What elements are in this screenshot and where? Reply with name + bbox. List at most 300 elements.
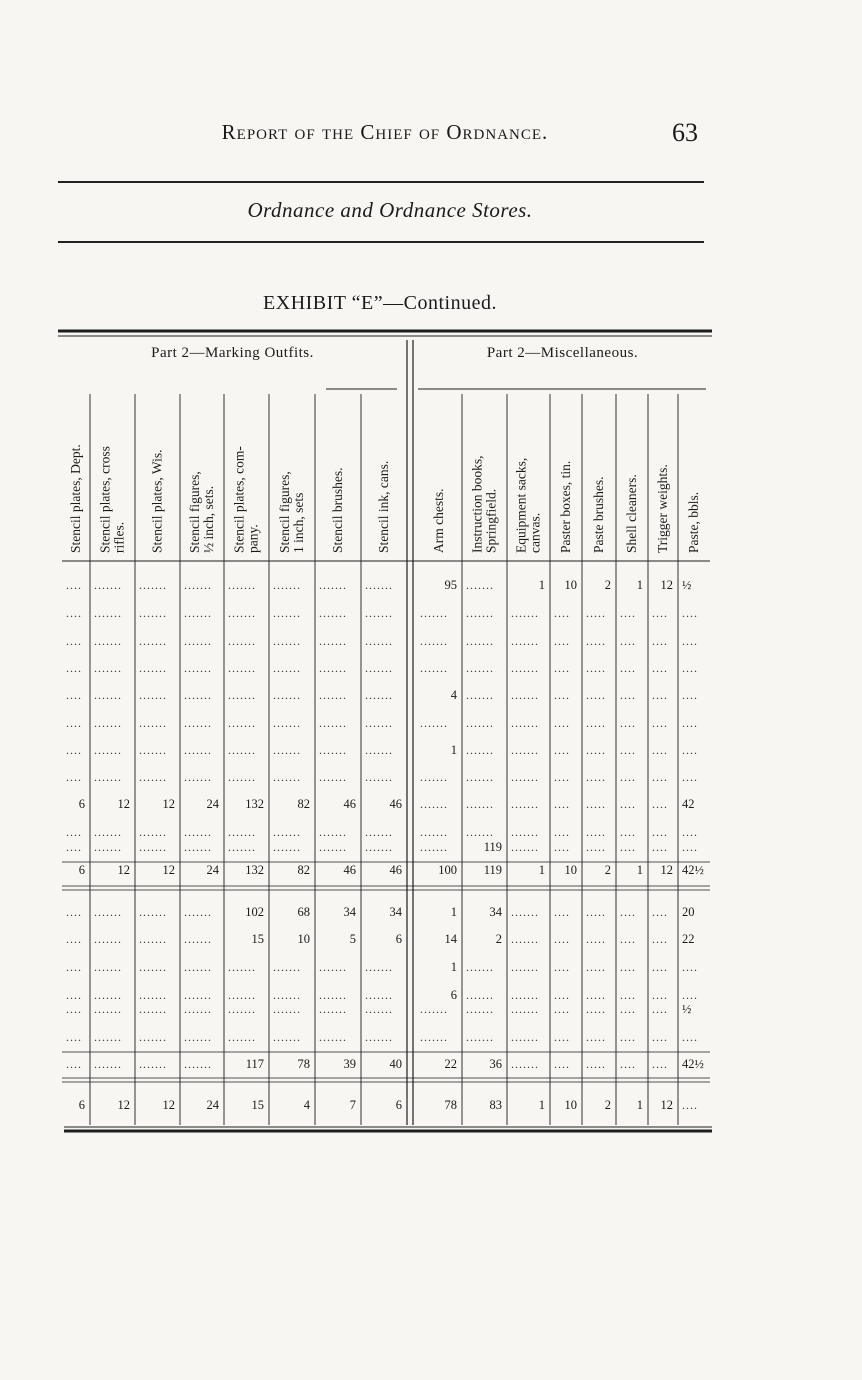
leader-dots: .... [66, 743, 82, 757]
leader-dots: ....... [365, 1030, 393, 1044]
column-header: Stencil plates, Dept. [68, 444, 83, 553]
leader-dots: .... [554, 932, 570, 946]
leader-dots: ....... [511, 770, 539, 784]
leader-dots: ....... [319, 825, 347, 839]
leader-dots: ....... [273, 988, 301, 1002]
leader-dots: ....... [466, 688, 494, 702]
leader-dots: .... [620, 770, 636, 784]
leader-dots: ....... [466, 825, 494, 839]
column-header: Stencil ink, cans. [376, 460, 391, 553]
leader-dots: ....... [319, 1002, 347, 1016]
leader-dots: .... [652, 688, 668, 702]
table-cell: 2 [604, 863, 611, 877]
leader-dots: ....... [511, 606, 539, 620]
leader-dots: ....... [365, 988, 393, 1002]
leader-dots: ....... [466, 1002, 494, 1016]
leader-dots: .... [620, 634, 636, 648]
leader-dots: ....... [511, 960, 539, 974]
leader-dots: ..... [586, 797, 606, 811]
leader-dots: .... [652, 716, 668, 730]
leader-dots: .... [682, 960, 698, 974]
leader-dots: ....... [184, 578, 212, 592]
leader-dots: .... [682, 840, 698, 854]
column-header: Springfield. [483, 488, 499, 553]
column-header: pany. [245, 524, 261, 553]
leader-dots: .... [554, 634, 570, 648]
leader-dots: .... [652, 797, 668, 811]
leader-dots: .... [682, 743, 698, 757]
table-cell: 42½ [682, 863, 704, 877]
leader-dots: .... [554, 797, 570, 811]
leader-dots: ....... [466, 606, 494, 620]
leader-dots: .... [682, 661, 698, 675]
column-header: canvas. [527, 512, 543, 553]
leader-dots: ....... [228, 606, 256, 620]
column-header: Trigger weights. [655, 464, 670, 553]
leader-dots: ..... [586, 905, 606, 919]
leader-dots: ....... [94, 634, 122, 648]
leader-dots: ....... [139, 960, 167, 974]
table-cell: 15 [251, 1098, 264, 1112]
leader-dots: .... [66, 825, 82, 839]
leader-dots: ....... [139, 825, 167, 839]
column-header: Paste brushes. [591, 476, 606, 553]
table-cell: 4 [450, 688, 457, 702]
leader-dots: ....... [184, 825, 212, 839]
table-cell: 117 [245, 1057, 264, 1071]
leader-dots: ..... [586, 661, 606, 675]
leader-dots: ....... [273, 716, 301, 730]
leader-dots: ....... [319, 716, 347, 730]
column-header: Paster boxes, tin. [558, 460, 573, 553]
leader-dots: ....... [466, 661, 494, 675]
leader-dots: .... [66, 578, 82, 592]
leader-dots: ....... [365, 578, 393, 592]
leader-dots: ....... [511, 1030, 539, 1044]
table-cell: 1 [538, 578, 545, 592]
leader-dots: ....... [139, 1030, 167, 1044]
table-cell: 12 [117, 797, 130, 811]
table-cell: 1 [636, 863, 643, 877]
leader-dots: ....... [139, 770, 167, 784]
leader-dots: ....... [319, 578, 347, 592]
table-cell: 15 [251, 932, 264, 946]
leader-dots: ....... [420, 606, 448, 620]
leader-dots: ....... [228, 960, 256, 974]
column-header: Paste, bbls. [686, 491, 701, 553]
leader-dots: ....... [273, 840, 301, 854]
table-cell: 1 [636, 1098, 643, 1112]
leader-dots: ..... [586, 840, 606, 854]
leader-dots: ....... [273, 634, 301, 648]
column-header: Stencil plates, Wis. [149, 449, 165, 553]
leader-dots: ....... [511, 716, 539, 730]
leader-dots: ....... [228, 661, 256, 675]
leader-dots: .... [682, 634, 698, 648]
leader-dots: .... [620, 840, 636, 854]
leader-dots: .... [554, 905, 570, 919]
leader-dots: ....... [420, 716, 448, 730]
leader-dots: ....... [273, 743, 301, 757]
leader-dots: .... [682, 1098, 698, 1112]
leader-dots: .... [652, 825, 668, 839]
leader-dots: ....... [319, 606, 347, 620]
leader-dots: .... [66, 688, 82, 702]
leader-dots: ....... [228, 578, 256, 592]
leader-dots: .... [66, 770, 82, 784]
leader-dots: .... [620, 825, 636, 839]
leader-dots: ....... [420, 1002, 448, 1016]
leader-dots: .... [652, 1002, 668, 1016]
leader-dots: .... [652, 606, 668, 620]
table-cell: 22 [682, 932, 695, 946]
leader-dots: ....... [228, 743, 256, 757]
leader-dots: .... [66, 840, 82, 854]
leader-dots: ....... [365, 634, 393, 648]
table-cell: 12 [117, 863, 130, 877]
leader-dots: ....... [94, 988, 122, 1002]
table-cell: 132 [245, 797, 264, 811]
leader-dots: ....... [466, 797, 494, 811]
leader-dots: ....... [319, 634, 347, 648]
leader-dots: .... [554, 825, 570, 839]
leader-dots: ....... [511, 932, 539, 946]
leader-dots: ....... [94, 905, 122, 919]
table-cell: 40 [389, 1057, 402, 1071]
leader-dots: .... [620, 1002, 636, 1016]
column-header: Arm chests. [431, 488, 446, 553]
leader-dots: ....... [466, 578, 494, 592]
leader-dots: ....... [466, 770, 494, 784]
leader-dots: .... [620, 606, 636, 620]
leader-dots: .... [620, 932, 636, 946]
table-cell: 24 [206, 1098, 219, 1112]
leader-dots: ....... [420, 634, 448, 648]
leader-dots: ....... [365, 743, 393, 757]
table-cell: 36 [489, 1057, 502, 1071]
table-cell: 12 [162, 1098, 175, 1112]
leader-dots: .... [66, 606, 82, 620]
leader-dots: ..... [586, 1057, 606, 1071]
leader-dots: ....... [94, 578, 122, 592]
leader-dots: .... [682, 770, 698, 784]
leader-dots: ....... [228, 770, 256, 784]
leader-dots: ....... [420, 797, 448, 811]
leader-dots: .... [554, 770, 570, 784]
table-cell: 1 [450, 960, 457, 974]
leader-dots: ....... [273, 661, 301, 675]
table-cell: 34 [343, 905, 356, 919]
column-header: Shell cleaners. [624, 474, 639, 553]
leader-dots: .... [554, 716, 570, 730]
table-cell: 119 [483, 863, 502, 877]
leader-dots: .... [682, 825, 698, 839]
page-number: 63 [672, 118, 698, 147]
table-cell: 10 [297, 932, 310, 946]
leader-dots: ....... [94, 1030, 122, 1044]
column-header: rifles. [111, 521, 127, 553]
leader-dots: ....... [466, 716, 494, 730]
leader-dots: ....... [139, 743, 167, 757]
leader-dots: ....... [511, 905, 539, 919]
column-header: ½ inch, sets. [201, 485, 216, 553]
leader-dots: .... [554, 1030, 570, 1044]
column-header: Stencil plates, cross [97, 446, 113, 553]
leader-dots: ..... [586, 743, 606, 757]
leader-dots: ....... [420, 770, 448, 784]
leader-dots: ....... [228, 988, 256, 1002]
table-cell: 95 [444, 578, 457, 592]
leader-dots: .... [554, 606, 570, 620]
leader-dots: ....... [365, 661, 393, 675]
leader-dots: ....... [420, 661, 448, 675]
leader-dots: .... [66, 661, 82, 675]
table-cell: 119 [483, 840, 502, 854]
table-cell: 10 [564, 1098, 577, 1112]
leader-dots: ....... [511, 825, 539, 839]
table-cell: 46 [389, 863, 402, 877]
table-cell: 34 [489, 905, 502, 919]
part-heading-marking-outfits: Part 2—Marking Outfits. [151, 345, 314, 361]
leader-dots: ....... [511, 661, 539, 675]
leader-dots: ....... [365, 716, 393, 730]
leader-dots: .... [620, 688, 636, 702]
leader-dots: .... [620, 1030, 636, 1044]
table-cell: ½ [682, 1002, 692, 1016]
leader-dots: .... [620, 960, 636, 974]
table-cell: 78 [444, 1098, 457, 1112]
leader-dots: ....... [228, 1030, 256, 1044]
leader-dots: ....... [94, 770, 122, 784]
leader-dots: ....... [511, 1002, 539, 1016]
leader-dots: .... [620, 1057, 636, 1071]
leader-dots: ....... [365, 825, 393, 839]
leader-dots: ..... [586, 634, 606, 648]
leader-dots: ....... [319, 661, 347, 675]
leader-dots: ....... [511, 988, 539, 1002]
leader-dots: ....... [511, 797, 539, 811]
exhibit-title: EXHIBIT “E”—Continued. [263, 292, 497, 314]
leader-dots: ....... [184, 770, 212, 784]
leader-dots: ....... [319, 960, 347, 974]
leader-dots: ....... [420, 1030, 448, 1044]
leader-dots: .... [66, 716, 82, 730]
leader-dots: .... [66, 1002, 82, 1016]
leader-dots: .... [652, 770, 668, 784]
leader-dots: .... [554, 688, 570, 702]
leader-dots: ....... [228, 634, 256, 648]
table-cell: 20 [682, 905, 695, 919]
leader-dots: ....... [365, 770, 393, 784]
leader-dots: ....... [365, 1002, 393, 1016]
leader-dots: ....... [228, 716, 256, 730]
table-cell: 6 [78, 863, 85, 877]
leader-dots: .... [652, 905, 668, 919]
leader-dots: ....... [319, 840, 347, 854]
leader-dots: ..... [586, 1030, 606, 1044]
table-cell: 10 [564, 578, 577, 592]
leader-dots: ....... [184, 932, 212, 946]
table-cell: 6 [78, 1098, 85, 1112]
leader-dots: ....... [273, 825, 301, 839]
column-header: Equipment sacks, [513, 457, 529, 553]
leader-dots: .... [66, 960, 82, 974]
leader-dots: ....... [139, 932, 167, 946]
leader-dots: .... [620, 905, 636, 919]
leader-dots: ....... [511, 840, 539, 854]
table-cell: 7 [349, 1098, 356, 1112]
leader-dots: ....... [228, 1002, 256, 1016]
table-cell: 46 [389, 797, 402, 811]
leader-dots: ....... [365, 960, 393, 974]
table-cell: 1 [636, 578, 643, 592]
table-cell: 6 [78, 797, 85, 811]
table-cell: 82 [297, 863, 310, 877]
leader-dots: .... [682, 688, 698, 702]
table-cell: 22 [444, 1057, 457, 1071]
leader-dots: .... [554, 988, 570, 1002]
leader-dots: ....... [511, 743, 539, 757]
leader-dots: ....... [365, 688, 393, 702]
leader-dots: ....... [139, 840, 167, 854]
leader-dots: ..... [586, 988, 606, 1002]
table-cell: 1 [450, 743, 457, 757]
leader-dots: ....... [319, 988, 347, 1002]
leader-dots: ....... [139, 1057, 167, 1071]
leader-dots: ..... [586, 932, 606, 946]
leader-dots: ....... [139, 905, 167, 919]
leader-dots: .... [682, 606, 698, 620]
leader-dots: .... [554, 1057, 570, 1071]
table-cell: 132 [245, 863, 264, 877]
leader-dots: ..... [586, 1002, 606, 1016]
leader-dots: ....... [139, 661, 167, 675]
table-cell: 1 [538, 863, 545, 877]
table-cell: 46 [343, 863, 356, 877]
table-cell: 2 [604, 1098, 611, 1112]
leader-dots: ....... [94, 1002, 122, 1016]
leader-dots: ....... [94, 1057, 122, 1071]
leader-dots: ....... [273, 606, 301, 620]
leader-dots: ....... [228, 840, 256, 854]
leader-dots: ....... [94, 960, 122, 974]
leader-dots: .... [620, 716, 636, 730]
leader-dots: .... [66, 634, 82, 648]
leader-dots: ....... [466, 634, 494, 648]
leader-dots: .... [620, 661, 636, 675]
leader-dots: ....... [273, 770, 301, 784]
table-cell: 5 [349, 932, 356, 946]
leader-dots: ....... [184, 688, 212, 702]
leader-dots: .... [652, 960, 668, 974]
table-cell: 42 [682, 797, 695, 811]
table-cell: 12 [117, 1098, 130, 1112]
leader-dots: .... [554, 661, 570, 675]
leader-dots: ....... [94, 606, 122, 620]
leader-dots: ..... [586, 606, 606, 620]
column-header: Stencil figures, [277, 471, 292, 553]
table-cell: 2 [495, 932, 502, 946]
leader-dots: ....... [420, 825, 448, 839]
leader-dots: ....... [273, 960, 301, 974]
leader-dots: .... [652, 634, 668, 648]
section-title: Ordnance and Ordnance Stores. [247, 198, 533, 222]
leader-dots: ..... [586, 770, 606, 784]
leader-dots: ....... [273, 578, 301, 592]
table-cell: 12 [660, 863, 673, 877]
leader-dots: ....... [94, 932, 122, 946]
leader-dots: ....... [94, 661, 122, 675]
column-header: 1 inch, sets [291, 492, 306, 553]
table-cell: 82 [297, 797, 310, 811]
table-cell: ½ [682, 578, 692, 592]
leader-dots: ....... [139, 1002, 167, 1016]
table-cell: 12 [162, 797, 175, 811]
table-cell: 42½ [682, 1057, 704, 1071]
leader-dots: ....... [184, 988, 212, 1002]
table-cell: 46 [343, 797, 356, 811]
leader-dots: ....... [511, 688, 539, 702]
column-header: Stencil brushes. [330, 467, 345, 553]
leader-dots: .... [682, 1030, 698, 1044]
leader-dots: .... [620, 988, 636, 1002]
leader-dots: .... [66, 1030, 82, 1044]
leader-dots: .... [66, 932, 82, 946]
table-cell: 12 [162, 863, 175, 877]
leader-dots: ....... [365, 606, 393, 620]
leader-dots: ....... [365, 840, 393, 854]
table-cell: 34 [389, 905, 402, 919]
leader-dots: .... [682, 716, 698, 730]
leader-dots: ..... [586, 960, 606, 974]
leader-dots: ....... [184, 743, 212, 757]
table-cell: 12 [660, 1098, 673, 1112]
leader-dots: ....... [94, 840, 122, 854]
running-head: Report of the Chief of Ordnance. [221, 120, 549, 144]
leader-dots: ....... [319, 770, 347, 784]
leader-dots: .... [652, 743, 668, 757]
leader-dots: ....... [319, 688, 347, 702]
leader-dots: ....... [319, 743, 347, 757]
leader-dots: .... [554, 840, 570, 854]
leader-dots: ....... [139, 578, 167, 592]
leader-dots: ....... [511, 1057, 539, 1071]
leader-dots: ....... [94, 825, 122, 839]
column-header: Stencil plates, com- [231, 446, 247, 553]
part-heading-miscellaneous: Part 2—Miscellaneous. [486, 345, 639, 361]
leader-dots: ....... [466, 960, 494, 974]
table-cell: 10 [564, 863, 577, 877]
table-cell: 2 [604, 578, 611, 592]
table-cell: 12 [660, 578, 673, 592]
leader-dots: ....... [139, 688, 167, 702]
table-cell: 24 [206, 863, 219, 877]
leader-dots: ....... [184, 840, 212, 854]
table-cell: 102 [245, 905, 264, 919]
table-cell: 14 [444, 932, 457, 946]
leader-dots: ....... [273, 1002, 301, 1016]
column-header: Instruction books, [469, 455, 485, 553]
leader-dots: .... [620, 743, 636, 757]
leader-dots: ....... [273, 688, 301, 702]
leader-dots: .... [66, 905, 82, 919]
table-cell: 24 [206, 797, 219, 811]
leader-dots: ....... [184, 634, 212, 648]
table-cell: 4 [303, 1098, 310, 1112]
leader-dots: .... [620, 797, 636, 811]
table-cell: 6 [395, 1098, 402, 1112]
leader-dots: .... [652, 1030, 668, 1044]
